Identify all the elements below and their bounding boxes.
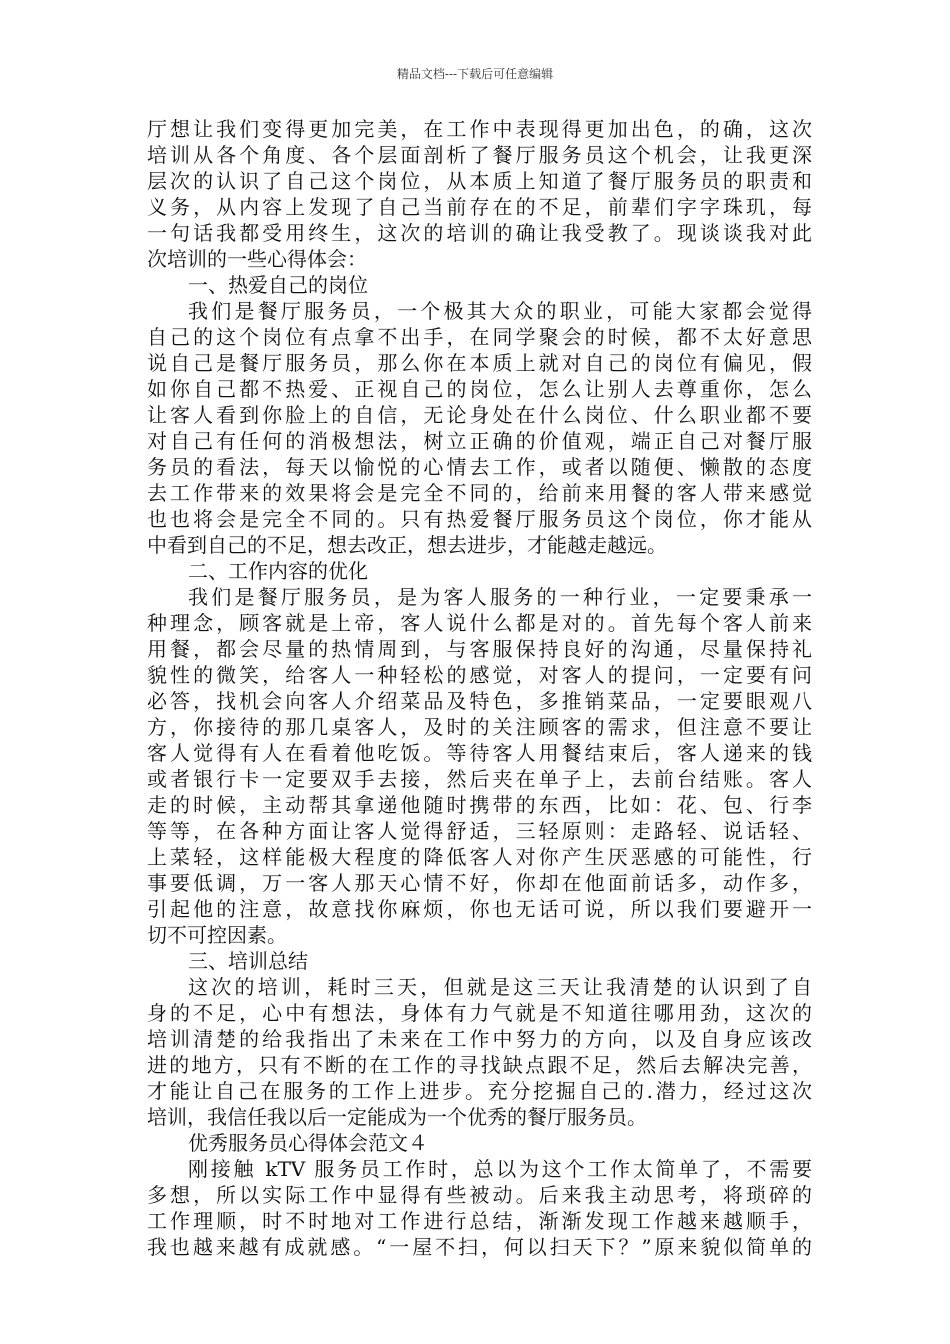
text-line: 义务，从内容上发现了自己当前存在的不足，前辈们字字珠玑，每	[147, 195, 812, 219]
text-line: 才能让自己在服务的工作上进步。充分挖掘自己的.潜力，经过这次	[147, 1079, 812, 1103]
text-line: 进的地方，只有不断的在工作的寻找缺点跟不足，然后去解决完善，	[147, 1053, 812, 1077]
text-line: 事要低调，万一客人那天心情不好，你却在他面前话多，动作多，	[147, 871, 812, 895]
text-line: 让客人看到你脸上的自信，无论身处在什么岗位、什么职业都不要	[147, 403, 812, 427]
text-line: 上菜轻，这样能极大程度的降低客人对你产生厌恶感的可能性，行	[147, 845, 812, 869]
text-line: 中看到自己的不足，想去改正，想去进步，才能越走越远。	[147, 533, 667, 557]
text-line: 优秀服务员心得体会范文４	[188, 1131, 428, 1155]
text-line: 厅想让我们变得更加完美，在工作中表现得更加出色，的确，这次	[147, 117, 812, 141]
text-line: 方，你接待的那几桌客人，及时的关注顾客的需求，但注意不要让	[147, 715, 812, 739]
text-line: 一、热爱自己的岗位	[188, 273, 368, 297]
text-line: 说自己是餐厅服务员，那么你在本质上就对自己的岗位有偏见，假	[147, 351, 812, 375]
text-line: 或者银行卡一定要双手去接，然后夹在单子上，去前台结账。客人	[147, 767, 812, 791]
text-line: 我也越来越有成就感。“一屋不扫，何以扫天下？”原来貌似简单的	[147, 1235, 812, 1259]
text-line: 走的时候，主动帮其拿递他随时携带的东西，比如：花、包、行李	[147, 793, 812, 817]
text-line: 自己的这个岗位有点拿不出手，在同学聚会的时候，都不太好意思	[147, 325, 812, 349]
text-line: 用餐，都会尽量的热情周到，与客服保持良好的沟通，尽量保持礼	[147, 637, 812, 661]
text-line: 培训，我信任我以后一定能成为一个优秀的餐厅服务员。	[147, 1105, 647, 1129]
text-line: 一句话我都受用终生，这次的培训的确让我受教了。现谈谈我对此	[147, 221, 812, 245]
text-line: 我们是餐厅服务员，一个极其大众的职业，可能大家都会觉得	[188, 299, 812, 323]
text-line: 这次的培训，耗时三天，但就是这三天让我清楚的认识到了自	[188, 975, 812, 999]
text-line: 次培训的一些心得体会：	[147, 247, 367, 271]
text-line: 三、培训总结	[188, 949, 308, 973]
text-line: 层次的认识了自己这个岗位，从本质上知道了餐厅服务员的职责和	[147, 169, 812, 193]
text-line: 务员的看法，每天以愉悦的心情去工作，或者以随便、懒散的态度	[147, 455, 812, 479]
text-line: 对自己有任何的消极想法，树立正确的价值观，端正自己对餐厅服	[147, 429, 812, 453]
text-line: 种理念，顾客就是上帝，客人说什么都是对的。首先每个客人前来	[147, 611, 812, 635]
text-line: 如你自己都不热爱、正视自己的岗位，怎么让别人去尊重你，怎么	[147, 377, 812, 401]
text-line: 切不可控因素。	[147, 923, 287, 947]
text-line: 也也将会是完全不同的。只有热爱餐厅服务员这个岗位，你才能从	[147, 507, 812, 531]
text-line: 去工作带来的效果将会是完全不同的，给前来用餐的客人带来感觉	[147, 481, 812, 505]
text-line: 培训从各个角度、各个层面剖析了餐厅服务员这个机会，让我更深	[147, 143, 812, 167]
text-line: 多想，所以实际工作中显得有些被动。后来我主动思考，将琐碎的	[147, 1183, 812, 1207]
text-line: 必答，找机会向客人介绍菜品及特色，多推销菜品，一定要眼观八	[147, 689, 812, 713]
text-line: 我们是餐厅服务员，是为客人服务的一种行业，一定要秉承一	[188, 585, 812, 609]
page-header: 精品文档---下载后可任意编辑	[396, 67, 554, 81]
text-line: 培训清楚的给我指出了未来在工作中努力的方向，以及自身应该改	[147, 1027, 812, 1051]
text-line: 貌性的微笑，给客人一种轻松的感觉，对客人的提问，一定要有问	[147, 663, 812, 687]
text-line: 身的不足，心中有想法，身体有力气就是不知道往哪用劲，这次的	[147, 1001, 812, 1025]
text-line: 客人觉得有人在看着他吃饭。等待客人用餐结束后，客人递来的钱	[147, 741, 812, 765]
document-body	[147, 116, 812, 1260]
text-line: 等等，在各种方面让客人觉得舒适，三轻原则：走路轻、说话轻、	[147, 819, 812, 843]
text-line: 二、工作内容的优化	[188, 559, 368, 583]
text-line: 工作理顺，时不时地对工作进行总结，渐渐发现工作越来越顺手，	[147, 1209, 812, 1233]
text-line: 刚接触 kTV 服务员工作时，总以为这个工作太简单了，不需要	[188, 1157, 812, 1181]
text-line: 引起他的注意，故意找你麻烦，你也无话可说，所以我们要避开一	[147, 897, 812, 921]
